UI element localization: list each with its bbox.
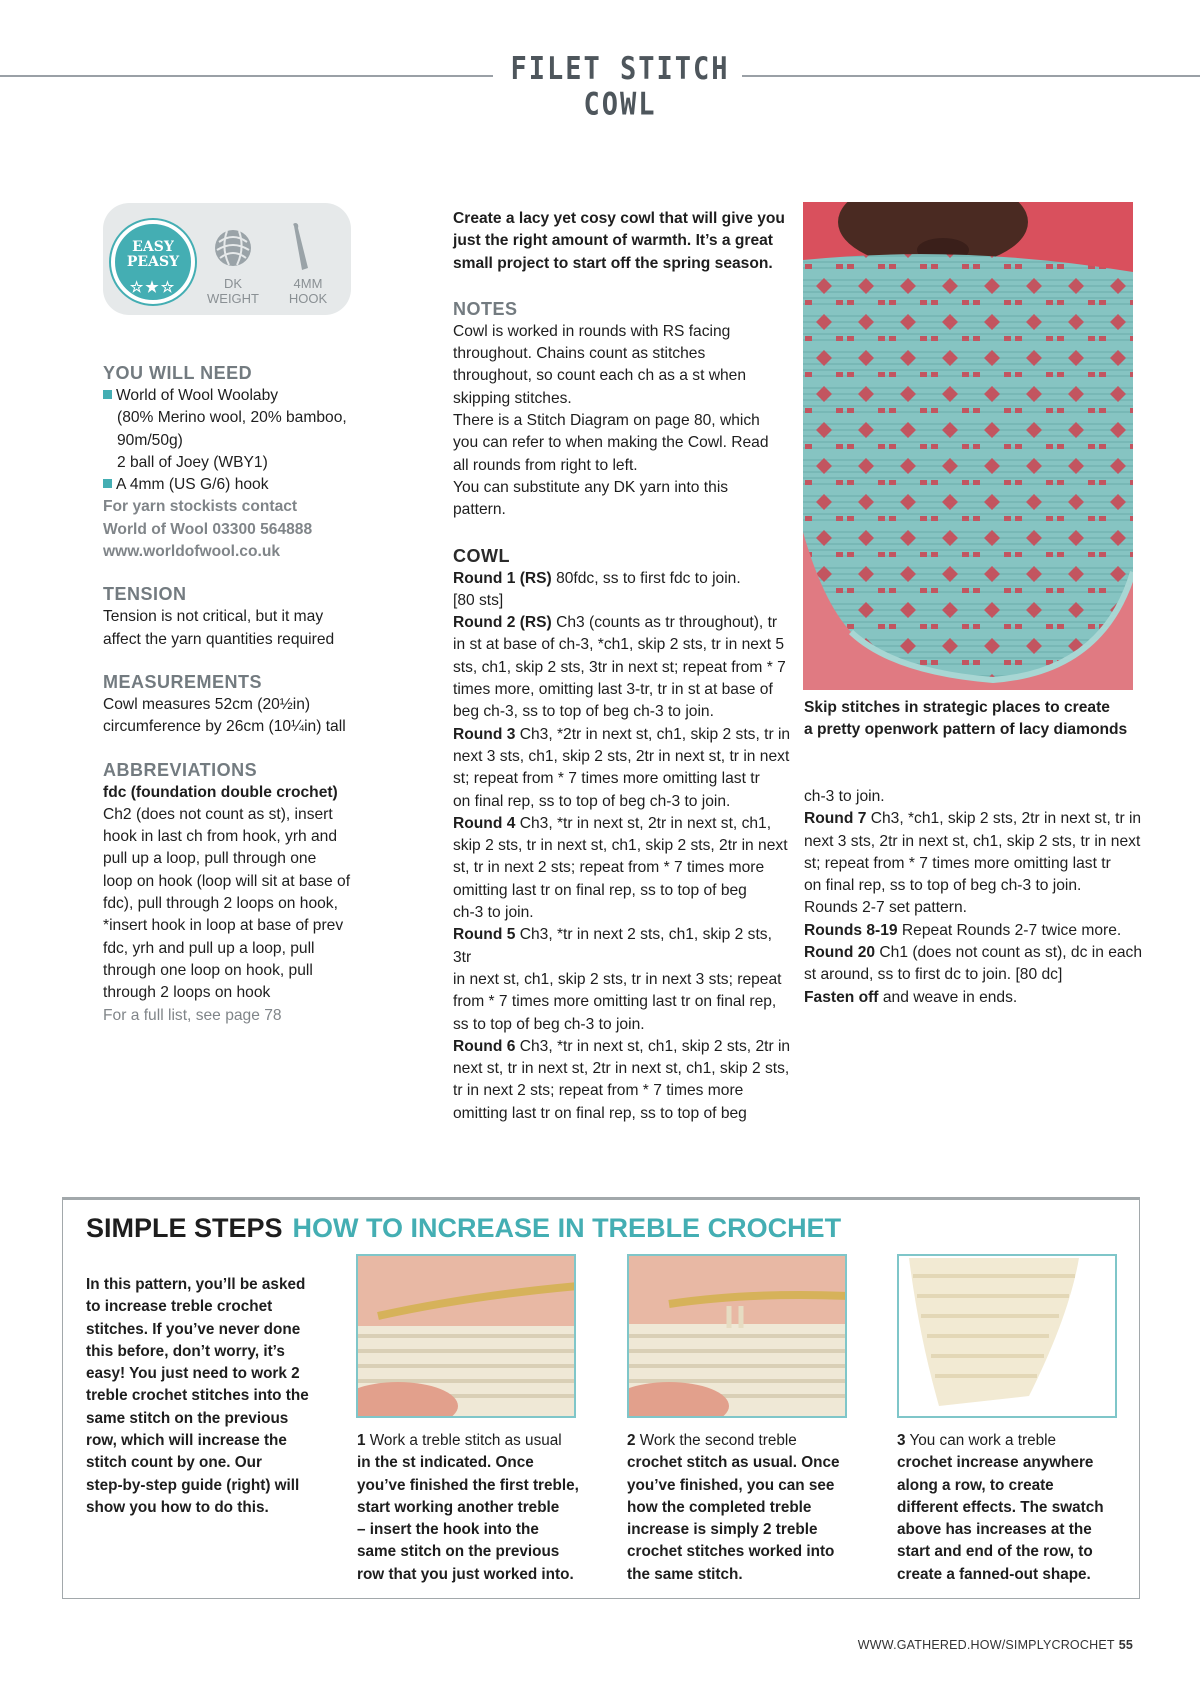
notes-line: all rounds from right to left. (453, 456, 638, 474)
weight-line1: DK (223, 276, 243, 291)
round-5-line: ss to top of beg ch-3 to join. (453, 1015, 645, 1033)
step-3-photo (897, 1254, 1117, 1418)
abbreviation-line: fdc, yrh and pull up a loop, pull (103, 939, 315, 957)
cowl-photo-image (803, 202, 1133, 690)
round-2-line: beg ch-3, ss to top of beg ch-3 to join. (453, 703, 714, 721)
round-5-line: in next st, ch1, skip 2 sts, tr in next 3 sts; repeat (453, 970, 782, 988)
abbreviation-line: hook in last ch from hook, yrh and (103, 828, 338, 846)
hook-line2: HOOK (288, 291, 328, 306)
round-3: Round 3 Ch3, *2tr in next st, ch1, skip 2 sts, tr in (453, 725, 791, 743)
round-4-line: skip 2 sts, tr in next st, ch1, skip 2 sts, 2tr in next (453, 837, 788, 855)
step-2-photo (627, 1254, 847, 1418)
round-6-line: omitting last tr on final rep, ss to top of beg (453, 1104, 747, 1122)
round-7-line: next 3 sts, 2tr in next st, ch1, skip 2 sts, tr in next (804, 832, 1141, 850)
round-3-line: on final rep, ss to top of beg ch-3 to join. (453, 792, 731, 810)
skill-level-line2: PEASY (126, 254, 180, 270)
notes-line: you can refer to when making the Cowl. Read (453, 434, 769, 452)
stockist-line1: For yarn stockists contact (103, 498, 298, 516)
weight-line2: WEIGHT (207, 291, 259, 306)
abbreviation-line: loop on hook (loop will sit at base of (103, 872, 351, 890)
header-rule-right (742, 75, 1200, 77)
round-5-line: from * 7 times more omitting last tr on final rep, (453, 993, 777, 1011)
rounds-8-19: Rounds 8-19 Repeat Rounds 2-7 twice more. (804, 921, 1122, 939)
notes-line: pattern. (453, 501, 506, 519)
abbreviation-line: through one loop on hook, pull (103, 961, 313, 979)
crochet-hook-icon (288, 222, 314, 272)
round-1: Round 1 (RS) 80fdc, ss to first fdc to join. (453, 569, 741, 587)
fasten-off: Fasten off and weave in ends. (804, 988, 1018, 1006)
step-1-text: 1 Work a treble stitch as usual in the st indicated. Once you’ve finished the first treble, start working another treble – insert the hook into the same stitch on the previous row that you just worked into. (357, 1432, 579, 1583)
page-title: FILET STITCH COWL (510, 51, 730, 123)
cowl-heading: COWL (453, 545, 510, 566)
tension-heading: TENSION (103, 584, 187, 605)
round-4-line: st, tr in next 2 sts; repeat from * 7 times more (453, 859, 765, 877)
hook-label (278, 276, 338, 306)
round-7: Round 7 Ch3, *ch1, skip 2 sts, 2tr in next st, tr in (804, 810, 1142, 828)
caption-line1: Skip stitches in strategic places to create (804, 699, 1110, 716)
step-3-number: 3 (897, 1432, 906, 1449)
stockist-phone: World of Wool 03300 564888 (103, 520, 313, 538)
step-2-number: 2 (627, 1432, 636, 1449)
yarn-ball-icon (213, 228, 253, 268)
yarn-item-line2: (80% Merino wool, 20% bamboo, (117, 409, 347, 427)
step-1-image (358, 1256, 576, 1418)
step-2-text: 2 Work the second treble crochet stitch as usual. Once you’ve finished, you can see how the completed treble increase is simply 2 treble crochet stitches worked into the same stitch. (627, 1432, 840, 1583)
header-rule-left (0, 75, 493, 77)
measurements-line2: circumference by 26cm (10¼in) tall (103, 718, 346, 736)
round-7-line: st; repeat from * 7 times more omitting last tr (804, 854, 1111, 872)
simple-steps-intro: In this pattern, you’ll be asked to increase treble crochet stitches. If you’ve never done this before, don’t worry, it’s easy! You just need to work 2 treble crochet stitches into the same stitch on the previous row, which will increase the stitch count by one. Our step-by-step guide (right) will show you how to do this. (86, 1276, 309, 1516)
notes-line: throughout, so count each ch as a st when (453, 367, 747, 385)
round-2: Round 2 (RS) Ch3 (counts as tr throughout), tr (453, 614, 778, 632)
skill-level-line1: EASY (132, 239, 174, 255)
bullet-icon (103, 390, 112, 399)
notes-heading: NOTES (453, 298, 518, 319)
abbreviations-heading: ABBREVIATIONS (103, 759, 258, 780)
abbreviation-line: through 2 loops on hook (103, 984, 271, 1002)
page-footer (858, 1638, 1133, 1652)
hook-item: A 4mm (US G/6) hook (103, 474, 368, 496)
cowl-photo (803, 202, 1133, 690)
abbreviation-line: fdc), pull through 2 loops on hook, (103, 895, 338, 913)
left-column (103, 361, 368, 1027)
measurements-line1: Cowl measures 52cm (20½in) (103, 695, 311, 713)
abbreviation-line: *insert hook in loop at base of prev (103, 917, 344, 935)
round-4-line: ch-3 to join. (453, 904, 534, 922)
round-3-line: next 3 sts, ch1, skip 2 sts, 2tr in next st, tr in next (453, 747, 790, 765)
notes-line: You can substitute any DK yarn into this (453, 478, 729, 496)
yarn-item: World of Wool Woolaby (103, 385, 368, 407)
tension-line2: affect the yarn quantities required (103, 630, 335, 648)
round-4-line: omitting last tr on final rep, ss to top of beg (453, 881, 747, 899)
step-1-number: 1 (357, 1432, 366, 1449)
middle-column (453, 208, 793, 1125)
hook-line1: 4MM (293, 276, 323, 291)
notes-line: throughout. Chains count as stitches (453, 345, 706, 363)
yarn-item-line3: 90m/50g) (117, 431, 183, 449)
round-4: Round 4 Ch3, *tr in next st, 2tr in next st, ch1, (453, 814, 772, 832)
right-column (804, 786, 1144, 1009)
weight-label (203, 276, 263, 306)
round-3-line: st; repeat from * 7 times more omitting last tr (453, 770, 760, 788)
round-6-continued: ch-3 to join. (804, 788, 885, 805)
round-20-line: st around, ss to first dc to join. [80 dc] (804, 966, 1063, 984)
caption-line2: a pretty openwork pattern of lacy diamonds (804, 721, 1128, 739)
notes-line: Cowl is worked in rounds with RS facing (453, 322, 731, 340)
abbreviation-line: pull up a loop, pull through one (103, 850, 317, 868)
round-2-line: times more, omitting last 3-tr, tr in st at base of (453, 681, 773, 699)
footer-url[interactable]: WWW.GATHERED.HOW/SIMPLYCROCHET (857, 1638, 1115, 1652)
step-3-image (899, 1256, 1117, 1418)
page-number: 55 (1118, 1638, 1133, 1652)
you-will-need-heading: YOU WILL NEED (103, 363, 253, 383)
intro-line: small project to start off the spring season. (453, 254, 773, 272)
measurements-heading: MEASUREMENTS (103, 671, 263, 692)
star-rating-icon: ☆★☆ (129, 278, 177, 296)
intro-line: just the right amount of warmth. It’s a great (453, 232, 773, 250)
notes-line: There is a Stitch Diagram on page 80, which (453, 412, 760, 430)
round-1-count: [80 sts] (453, 591, 504, 609)
photo-caption (804, 697, 1134, 742)
yarn-item-line4: 2 ball of Joey (WBY1) (117, 453, 268, 471)
abbreviations-see-more: For a full list, see page 78 (103, 1006, 282, 1024)
round-20: Round 20 Ch1 (does not count as st), dc in each (804, 944, 1143, 962)
step-1-photo (356, 1254, 576, 1418)
bullet-icon (103, 479, 112, 488)
step-2-image (629, 1256, 847, 1418)
stockist-website[interactable]: www.worldofwool.co.uk (103, 543, 281, 561)
round-2-line: in st at base of ch-3, *ch1, skip 2 sts, tr in next 5 (453, 636, 785, 654)
simple-steps-title: SIMPLE STEPS HOW TO INCREASE IN TREBLE CROCHET (86, 1213, 842, 1243)
pattern-set-note: Rounds 2-7 set pattern. (804, 899, 967, 917)
abbreviation-line: Ch2 (does not count as st), insert (103, 805, 333, 823)
round-5: Round 5 Ch3, *tr in next 2 sts, ch1, skip 2 sts, 3tr (453, 926, 772, 966)
round-6: Round 6 Ch3, *tr in next st, ch1, skip 2 sts, 2tr in (453, 1037, 791, 1055)
skill-level-badge (111, 220, 195, 304)
notes-line: skipping stitches. (453, 389, 572, 407)
round-7-line: on final rep, ss to top of beg ch-3 to join. (804, 877, 1082, 895)
round-6-line: tr in next 2 sts; repeat from * 7 times more (453, 1082, 744, 1100)
abbreviation-term: fdc (foundation double crochet) (103, 783, 338, 801)
tension-line1: Tension is not critical, but it may (103, 608, 324, 626)
round-6-line: next st, tr in next st, 2tr in next st, ch1, skip 2 sts, (453, 1060, 790, 1078)
round-2-line: sts, ch1, skip 2 sts, 3tr in next st; repeat from * 7 (453, 658, 786, 676)
intro-line: Create a lacy yet cosy cowl that will give you (453, 210, 785, 227)
step-3-text: 3 You can work a treble crochet increase anywhere along a row, to create different effects. The swatch above has increases at the start and end of the row, to create a fanned-out shape. (897, 1432, 1104, 1583)
